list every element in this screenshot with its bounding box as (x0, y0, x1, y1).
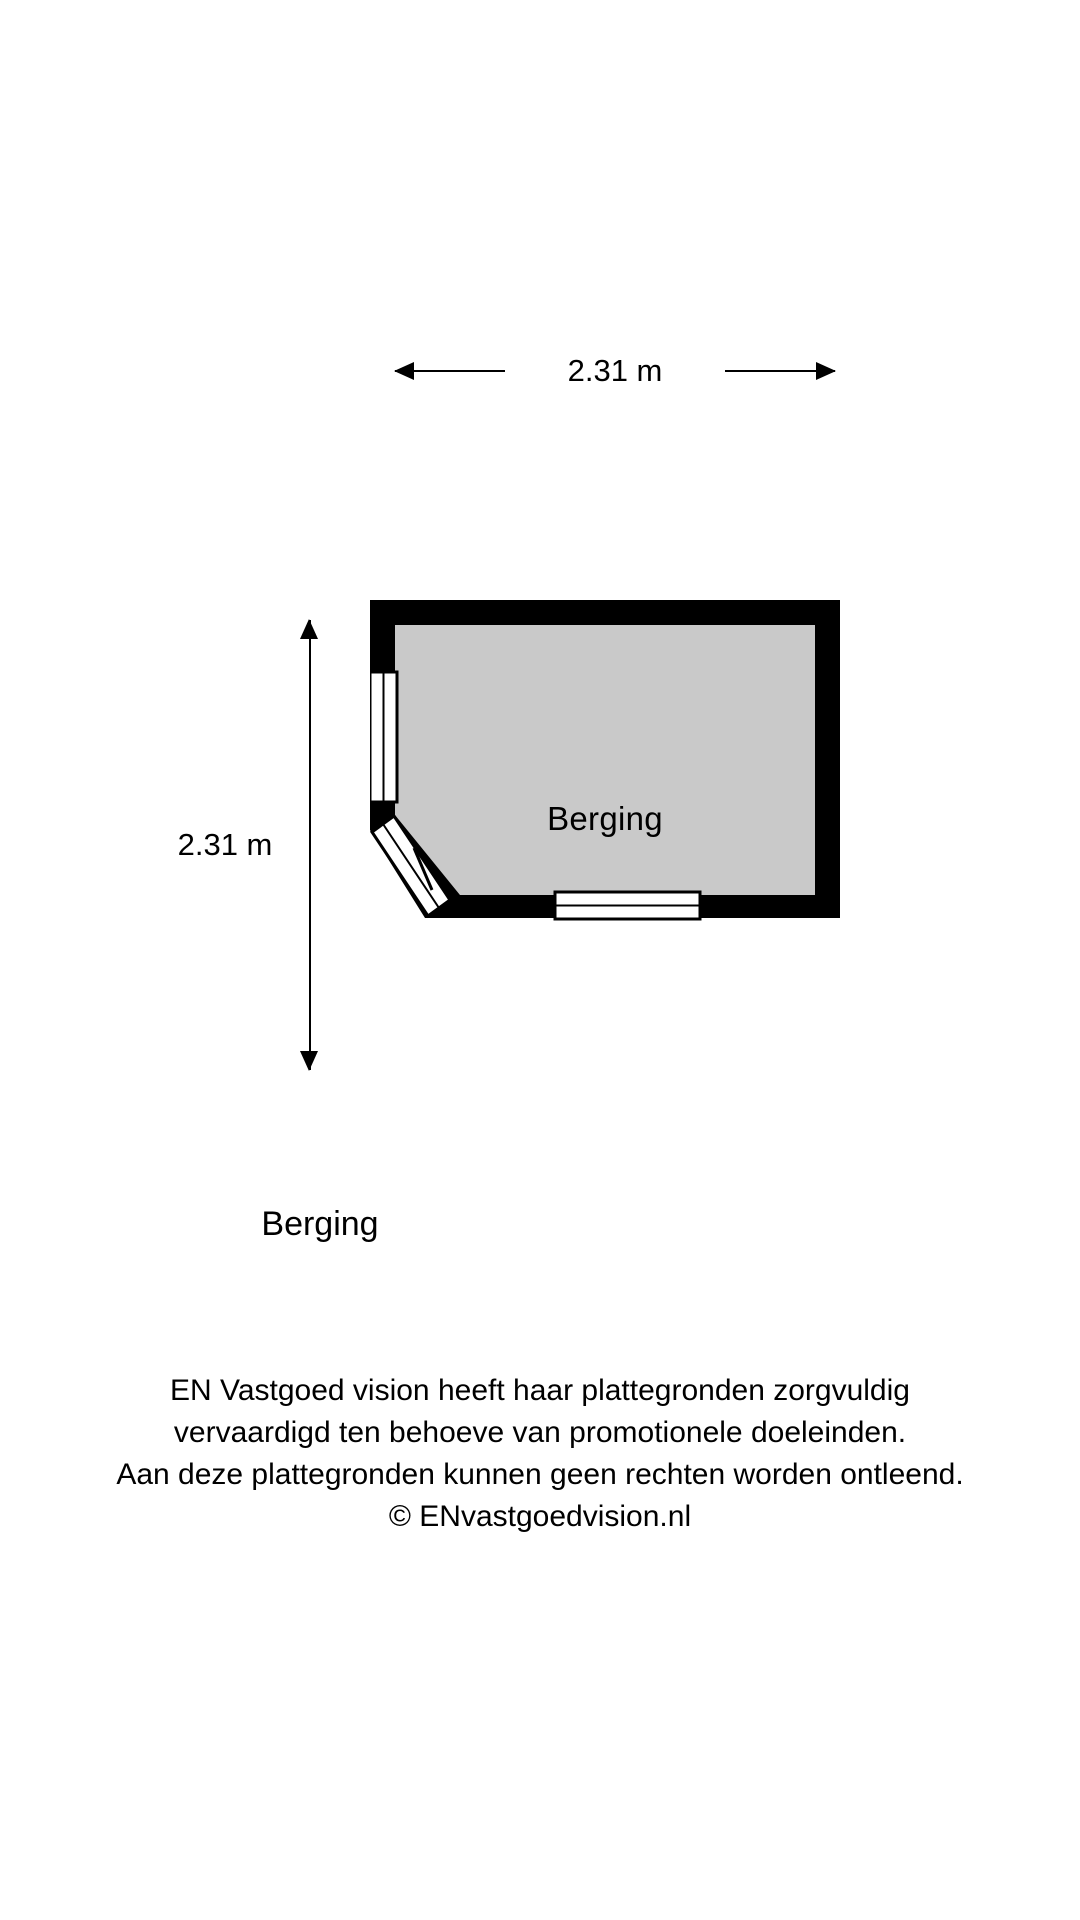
room-label: Berging (547, 800, 663, 837)
dimension-line (309, 620, 311, 1070)
disclaimer-copyright: © ENvastgoedvision.nl (388, 1500, 692, 1533)
window-bottom-icon (555, 892, 700, 919)
dimension-left (177, 620, 330, 1070)
disclaimer-block (0, 1370, 1080, 1538)
window-left-icon (370, 672, 397, 802)
disclaimer-line-1: EN Vastgoed vision heeft haar plattegronden zorgvuldig (170, 1374, 910, 1407)
dimension-left-label: 2.31 m (150, 822, 300, 868)
arrow-down-icon (300, 1051, 318, 1071)
room-floor-fill (395, 625, 815, 895)
disclaimer-line-2: vervaardigd ten behoeve van promotionele doeleinden. (173, 1416, 907, 1449)
disclaimer-line-3: Aan deze plattegronden kunnen geen rechten worden ontleend. (116, 1458, 964, 1491)
arrow-right-icon (816, 362, 836, 380)
plan-caption: Berging (261, 1205, 379, 1243)
dimension-top-label: 2.31 m (505, 348, 725, 394)
dimension-top (395, 348, 835, 398)
